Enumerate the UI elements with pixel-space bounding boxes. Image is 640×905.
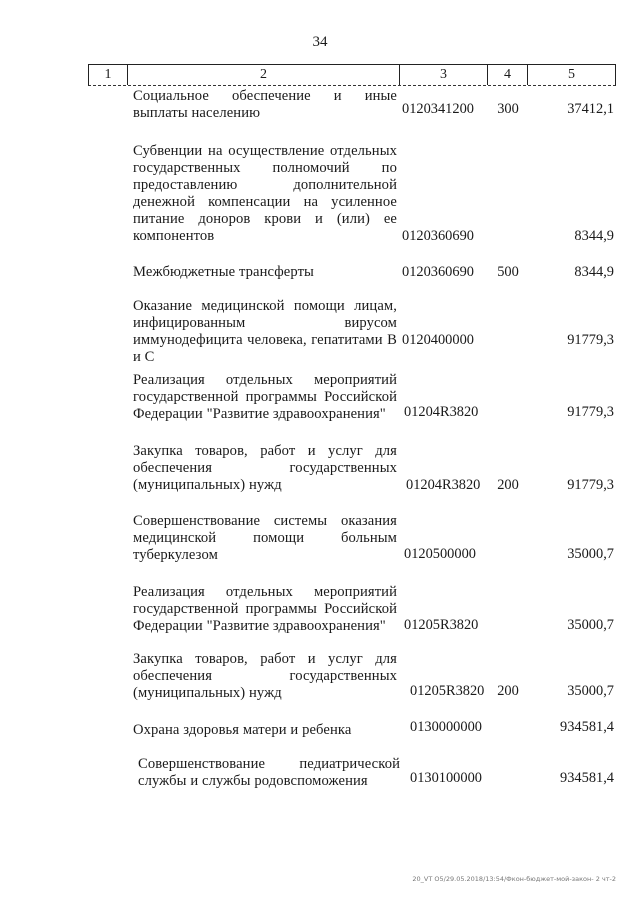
row-type: 200 <box>497 477 519 493</box>
header-col-5: 5 <box>527 65 615 85</box>
row-amount: 91779,3 <box>567 332 614 348</box>
row-amount: 35000,7 <box>567 617 614 633</box>
row-name: Субвенции на осуществление отдельных государственных полномочий по предоставлению дополнительной денежной компенсации на усиленное питание доноров крови и (или) ее компонентов <box>133 143 397 244</box>
header-col-2: 2 <box>127 65 399 85</box>
row-code: 0120500000 <box>404 546 476 562</box>
row-type: 300 <box>497 101 519 117</box>
row-name: Реализация отдельных мероприятий государственной программы Российской Федерации "Развитие здравоохранения" <box>133 584 397 634</box>
row-name: Реализация отдельных мероприятий государственной программы Российской Федерации "Развитие здравоохранения" <box>133 372 397 422</box>
row-code: 0120341200 <box>402 101 474 117</box>
header-col-4: 4 <box>487 65 527 85</box>
table-header <box>88 64 616 86</box>
row-amount: 934581,4 <box>560 719 614 735</box>
row-code: 0120400000 <box>402 332 474 348</box>
row-amount: 8344,9 <box>574 264 614 280</box>
footer-stamp: 20_VT O5/29.05.2018/13:54/Фкон-бюджет-мой-закон- 2 чт-2 <box>412 875 616 883</box>
page-number: 34 <box>312 34 328 50</box>
row-name: Закупка товаров, работ и услуг для обеспечения государственных (муниципальных) нужд <box>133 443 397 493</box>
row-name: Совершенствование системы оказания медицинской помощи больным туберкулезом <box>133 513 397 563</box>
row-name: Охрана здоровья матери и ребенка <box>133 722 352 738</box>
row-code: 01205R3820 <box>404 617 479 633</box>
row-amount: 35000,7 <box>567 683 614 699</box>
row-code: 01204R3820 <box>406 477 481 493</box>
row-amount: 91779,3 <box>567 477 614 493</box>
row-amount: 37412,1 <box>567 101 614 117</box>
row-code: 01204R3820 <box>404 404 479 420</box>
row-code: 0130100000 <box>410 770 482 786</box>
row-amount: 35000,7 <box>567 546 614 562</box>
row-name: Межбюджетные трансферты <box>133 264 314 280</box>
row-code: 0120360690 <box>402 264 474 280</box>
row-type: 200 <box>497 683 519 699</box>
row-name: Закупка товаров, работ и услуг для обеспечения государственных (муниципальных) нужд <box>133 651 397 701</box>
row-name: Совершенствование педиатрической службы и службы родовспоможения <box>138 756 400 789</box>
row-amount: 91779,3 <box>567 404 614 420</box>
header-col-1: 1 <box>104 67 112 82</box>
row-code: 0120360690 <box>402 228 474 244</box>
header-col-3: 3 <box>399 65 487 85</box>
row-code: 01205R3820 <box>410 683 485 699</box>
row-type: 500 <box>497 264 519 280</box>
row-name: Социальное обеспечение и иные выплаты населению <box>133 88 397 121</box>
row-code: 0130000000 <box>410 719 482 735</box>
row-name: Оказание медицинской помощи лицам, инфицированным вирусом иммунодефицита человека, гепатитами В и С <box>133 298 397 365</box>
row-amount: 8344,9 <box>574 228 614 244</box>
row-amount: 934581,4 <box>560 770 614 786</box>
